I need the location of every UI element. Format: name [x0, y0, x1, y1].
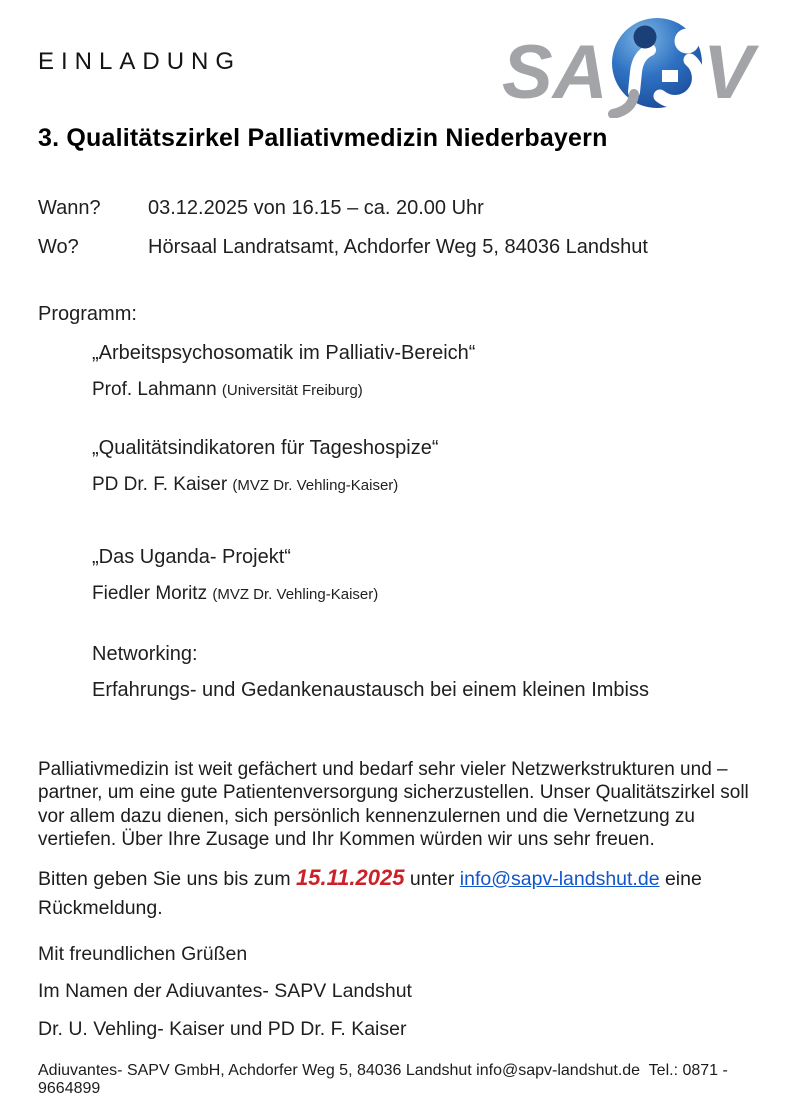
paragraph-line: vertiefen. Über Ihre Zusage und Ihr Kommen würden wir uns sehr freuen. — [38, 829, 655, 851]
speaker-name: Fiedler Moritz — [92, 583, 213, 604]
program-item — [92, 546, 762, 605]
sapv-logo-graphic — [502, 8, 774, 118]
header — [38, 0, 762, 118]
closing-signatories: Dr. U. Vehling- Kaiser und PD Dr. F. Kaiser — [38, 1017, 407, 1040]
rsvp-prefix: Bitten geben Sie uns bis zum — [38, 867, 296, 890]
speaker-name: Prof. Lahmann — [92, 379, 222, 400]
networking-label: Networking: — [92, 643, 198, 665]
paragraph-line: vor allem dazu dienen, sich persönlich kennenzulernen und die Vernetzung zu — [38, 805, 695, 827]
intro-paragraph — [38, 758, 762, 852]
closing-greeting: Mit freundlichen Grüßen — [38, 942, 248, 965]
rsvp-email-link[interactable]: info@sapv-landshut.de — [459, 867, 660, 890]
program-section — [38, 303, 762, 702]
program-heading: Programm: — [38, 303, 137, 325]
where-label: Wo? — [38, 236, 79, 258]
closing-organization: Im Namen der Adiuvantes- SAPV Landshut — [38, 980, 412, 1003]
rsvp-line-1 — [38, 863, 762, 894]
paragraph-line: partner, um eine gute Patientenversorgung sicherzustellen. Unser Qualitätszirkel soll — [38, 782, 749, 804]
event-details — [38, 197, 762, 259]
einladung-heading: EINLADUNG — [38, 48, 242, 75]
talk-title: „Qualitätsindikatoren für Tageshospize“ — [92, 437, 439, 459]
talk-title: „Das Uganda- Projekt“ — [92, 546, 291, 568]
rsvp-line-2: Rückmeldung. — [38, 896, 163, 919]
sapv-logo — [502, 8, 774, 118]
program-item — [92, 342, 762, 401]
talk-speaker — [92, 583, 762, 605]
talk-title: „Arbeitspsychosomatik im Palliativ-Bereich“ — [92, 342, 476, 364]
talk-speaker — [92, 379, 762, 401]
networking-text: Erfahrungs- und Gedankenaustausch bei einem kleinen Imbiss — [92, 679, 649, 701]
when-label: Wann? — [38, 197, 101, 219]
rsvp-middle: unter — [404, 867, 460, 890]
logo-text-v: V — [703, 30, 754, 115]
rsvp-suffix: eine — [659, 867, 702, 890]
where-value: Hörsaal Landratsamt, Achdorfer Weg 5, 84036 Landshut — [148, 236, 648, 258]
speaker-name: PD Dr. F. Kaiser — [92, 474, 233, 495]
program-items — [92, 342, 762, 702]
speaker-affiliation: (MVZ Dr. Vehling-Kaiser) — [232, 477, 399, 494]
speaker-affiliation: (MVZ Dr. Vehling-Kaiser) — [212, 586, 379, 603]
program-item — [92, 437, 762, 496]
paragraph-line: Palliativmedizin ist weit gefächert und bedarf sehr vieler Netzwerkstrukturen und – — [38, 759, 728, 780]
when-value: 03.12.2025 von 16.15 – ca. 20.00 Uhr — [148, 197, 484, 219]
speaker-affiliation: (Universität Freiburg) — [221, 382, 363, 399]
rsvp-text — [38, 863, 762, 923]
talk-speaker — [92, 474, 762, 496]
logo-people-icon — [612, 18, 702, 114]
footer-contact-line: Adiuvantes- SAPV GmbH, Achdorfer Weg 5, 84036 Landshut info@sapv-landshut.de Tel.: 0871 - 9664899 — [38, 1062, 733, 1097]
detail-row-where — [38, 236, 762, 259]
page-title: 3. Qualitätszirkel Palliativmedizin Niederbayern — [38, 124, 608, 152]
logo-text-sa: SA — [502, 30, 608, 115]
closing-section — [38, 943, 762, 1041]
detail-row-when — [38, 197, 762, 220]
rsvp-deadline-date: 15.11.2025 — [296, 864, 405, 890]
